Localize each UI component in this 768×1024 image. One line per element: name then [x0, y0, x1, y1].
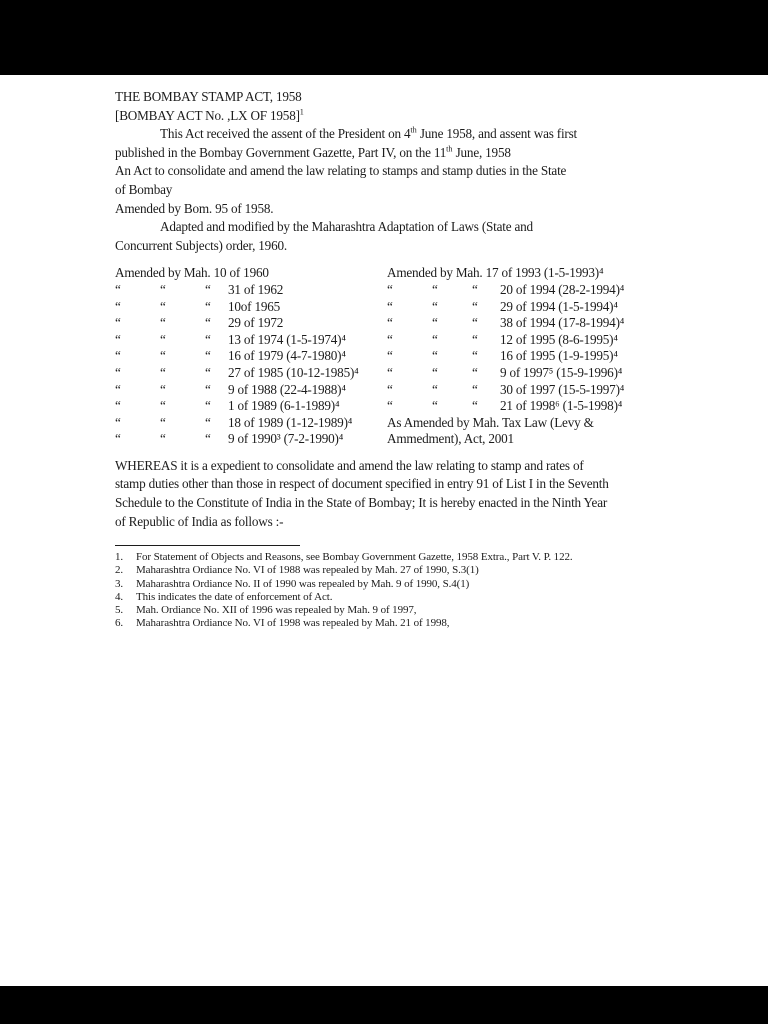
ditto-mark: “: [432, 298, 438, 314]
ditto-mark: “: [160, 281, 166, 297]
amendment-cell-right: [387, 299, 687, 316]
ditto-mark: “: [160, 431, 166, 447]
adapted-line-1: Adapted and modified by the Maharashtra Adaptation of Laws (State and: [160, 219, 533, 235]
ditto-mark: “: [387, 348, 393, 364]
ditto-mark: “: [115, 398, 121, 414]
ditto-mark: “: [387, 298, 393, 314]
amendment-text: Ammedment), Act, 2001: [387, 431, 514, 447]
assent-paragraph-line-1: This Act received the assent of the President on 4th June 1958, and assent was first: [160, 125, 577, 142]
act-title: THE BOMBAY STAMP ACT, 1958: [115, 89, 302, 104]
adapted-line-2: Concurrent Subjects) order, 1960.: [115, 237, 287, 253]
whereas-line-1: WHEREAS it is a expedient to consolidate and amend the law relating to stamp and rates of: [115, 457, 584, 473]
amendment-row: [115, 299, 715, 316]
ditto-mark: “: [160, 298, 166, 314]
amendment-cell-right: [387, 265, 687, 282]
amendment-row: [115, 382, 715, 399]
ditto-mark: “: [160, 315, 166, 331]
amendment-entry: 9 of 1997⁵ (15-9-1996)⁴: [500, 364, 623, 380]
amendment-entry: 12 of 1995 (8-6-1995)⁴: [500, 331, 618, 347]
footnote-item: [115, 604, 715, 617]
ditto-mark: “: [205, 348, 211, 364]
document-page: [115, 88, 715, 630]
footnote-number: 3.: [115, 577, 124, 590]
amendment-text: Amended by Mah. 17 of 1993 (1-5-1993)⁴: [387, 265, 604, 281]
amendment-cell-right: [387, 348, 687, 365]
ditto-mark: “: [387, 364, 393, 380]
amendment-entry: 31 of 1962: [228, 281, 284, 297]
amendment-cell-left: [115, 265, 387, 282]
amendment-row: [115, 398, 715, 415]
ditto-mark: “: [160, 364, 166, 380]
amendment-entry: 27 of 1985 (10-12-1985)⁴: [228, 364, 359, 380]
ditto-mark: “: [472, 298, 478, 314]
footnote-text: Mah. Ordiance No. XII of 1996 was repealed by Mah. 9 of 1997,: [136, 604, 417, 617]
ditto-mark: “: [205, 398, 211, 414]
ditto-mark: “: [432, 331, 438, 347]
ditto-mark: “: [205, 364, 211, 380]
top-letterbox-bar: [0, 0, 768, 75]
ditto-mark: “: [472, 381, 478, 397]
act-purpose-line-1: An Act to consolidate and amend the law relating to stamps and stamp duties in the State: [115, 163, 567, 179]
amendment-entry: 20 of 1994 (28-2-1994)⁴: [500, 281, 625, 297]
amended-by-bom-line: Amended by Bom. 95 of 1958.: [115, 200, 274, 216]
amendment-cell-left: [115, 315, 387, 332]
ditto-mark: “: [432, 348, 438, 364]
amendment-cell-right: [387, 365, 687, 382]
amendment-entry: 13 of 1974 (1-5-1974)⁴: [228, 331, 346, 347]
superscript: th: [410, 125, 417, 135]
whereas-paragraph: [115, 457, 715, 531]
amendment-entry: 1 of 1989 (6-1-1989)⁴: [228, 398, 340, 414]
ditto-mark: “: [387, 331, 393, 347]
ditto-mark: “: [160, 331, 166, 347]
amendments-table: [115, 265, 715, 448]
amendment-entry: 10of 1965: [228, 298, 281, 314]
footnote-item: [115, 564, 715, 577]
ditto-mark: “: [472, 348, 478, 364]
ditto-mark: “: [115, 298, 121, 314]
footnote-item: [115, 591, 715, 604]
ditto-mark: “: [115, 414, 121, 430]
ditto-mark: “: [387, 315, 393, 331]
footnote-item: [115, 551, 715, 564]
ditto-mark: “: [160, 398, 166, 414]
ditto-mark: “: [472, 398, 478, 414]
superscript: th: [446, 144, 453, 154]
footnote-number: 2.: [115, 564, 124, 577]
amendment-row: [115, 265, 715, 282]
amendment-cell-right: [387, 431, 687, 448]
ditto-mark: “: [432, 364, 438, 380]
ditto-mark: “: [387, 381, 393, 397]
act-number: [BOMBAY ACT No. ,LX OF 1958]$^1$: [115, 107, 304, 123]
footnote-text: This indicates the date of enforcement of Act.: [136, 590, 333, 603]
footnote-number: 4.: [115, 590, 124, 603]
ditto-mark: “: [160, 348, 166, 364]
footnote-text: Maharashtra Ordiance No. II of 1990 was repealed by Mah. 9 of 1990, S.4(1): [136, 577, 470, 590]
amendment-row: [115, 365, 715, 382]
ditto-mark: “: [205, 331, 211, 347]
amendment-entry: 29 of 1972: [228, 315, 284, 331]
amendment-cell-left: [115, 348, 387, 365]
footnote-number: 6.: [115, 617, 124, 630]
ditto-mark: “: [472, 315, 478, 331]
bottom-letterbox-bar: [0, 986, 768, 1024]
amendment-entry: 9 of 1988 (22-4-1988)⁴: [228, 381, 346, 397]
amendment-cell-right: [387, 315, 687, 332]
whereas-line-3: Schedule to the Constitute of India in the State of Bombay; It is hereby enacted in the Ninth Year: [115, 495, 608, 511]
superscript: 1: [299, 107, 304, 117]
amendment-entry: 16 of 1995 (1-9-1995)⁴: [500, 348, 618, 364]
amendment-entry: 9 of 1990³ (7-2-1990)⁴: [228, 431, 344, 447]
ditto-mark: “: [205, 431, 211, 447]
footnote-number: 5.: [115, 604, 124, 617]
amendment-text: As Amended by Mah. Tax Law (Levy &: [387, 414, 594, 430]
amendment-cell-left: [115, 382, 387, 399]
ditto-mark: “: [115, 315, 121, 331]
amendment-cell-right: [387, 332, 687, 349]
ditto-mark: “: [432, 315, 438, 331]
assent-paragraph-line-2: published in the Bombay Government Gazette, Part IV, on the 11th June, 1958: [115, 144, 511, 160]
footnote-text: For Statement of Objects and Reasons, see Bombay Government Gazette, 1958 Extra., Part V. P. 122.: [136, 551, 573, 564]
ditto-mark: “: [432, 381, 438, 397]
ditto-mark: “: [205, 315, 211, 331]
ditto-mark: “: [160, 381, 166, 397]
amendment-entry: 38 of 1994 (17-8-1994)⁴: [500, 315, 625, 331]
ditto-mark: “: [115, 281, 121, 297]
ditto-mark: “: [115, 381, 121, 397]
ditto-mark: “: [115, 331, 121, 347]
amendment-cell-left: [115, 415, 387, 432]
amendment-cell-left: [115, 282, 387, 299]
ditto-mark: “: [387, 281, 393, 297]
amendment-entry: 18 of 1989 (1-12-1989)⁴: [228, 414, 353, 430]
amendment-cell-left: [115, 332, 387, 349]
amendment-cell-right: [387, 415, 687, 432]
amendment-row: [115, 282, 715, 299]
amendment-cell-left: [115, 398, 387, 415]
amendment-text: Amended by Mah. 10 of 1960: [115, 265, 269, 281]
amendment-row: [115, 415, 715, 432]
footnote-item: [115, 578, 715, 591]
footnote-text: Maharashtra Ordiance No. VI of 1988 was repealed by Mah. 27 of 1990, S.3(1): [136, 564, 479, 577]
ditto-mark: “: [205, 298, 211, 314]
amendment-entry: 29 of 1994 (1-5-1994)⁴: [500, 298, 618, 314]
whereas-line-4: of Republic of India as follows :-: [115, 513, 284, 529]
amendment-cell-left: [115, 299, 387, 316]
act-purpose-line-2: of Bombay: [115, 181, 173, 197]
amendment-entry: 30 of 1997 (15-5-1997)⁴: [500, 381, 625, 397]
amendment-row: [115, 431, 715, 448]
amendment-cell-right: [387, 282, 687, 299]
ditto-mark: “: [387, 398, 393, 414]
footnote-number: 1.: [115, 551, 124, 564]
footnote-item: [115, 617, 715, 630]
amendment-entry: 21 of 1998⁶ (1-5-1998)⁴: [500, 398, 623, 414]
amendment-row: [115, 348, 715, 365]
ditto-mark: “: [432, 281, 438, 297]
ditto-mark: “: [472, 331, 478, 347]
ditto-mark: “: [205, 381, 211, 397]
amendment-row: [115, 315, 715, 332]
ditto-mark: “: [205, 414, 211, 430]
ditto-mark: “: [160, 414, 166, 430]
ditto-mark: “: [115, 348, 121, 364]
amendment-cell-left: [115, 365, 387, 382]
footnote-list: [115, 551, 715, 630]
ditto-mark: “: [115, 431, 121, 447]
amendment-row: [115, 332, 715, 349]
amendment-cell-left: [115, 431, 387, 448]
whereas-line-2: stamp duties other than those in respect of document specified in entry 91 of List I in the Seventh: [115, 476, 609, 492]
ditto-mark: “: [205, 281, 211, 297]
ditto-mark: “: [472, 364, 478, 380]
ditto-mark: “: [472, 281, 478, 297]
ditto-mark: “: [115, 364, 121, 380]
amendment-cell-right: [387, 398, 687, 415]
footnote-text: Maharashtra Ordiance No. VI of 1998 was repealed by Mah. 21 of 1998,: [136, 617, 450, 630]
footnote-separator: [115, 545, 300, 546]
amendment-entry: 16 of 1979 (4-7-1980)⁴: [228, 348, 346, 364]
ditto-mark: “: [432, 398, 438, 414]
amendment-cell-right: [387, 382, 687, 399]
